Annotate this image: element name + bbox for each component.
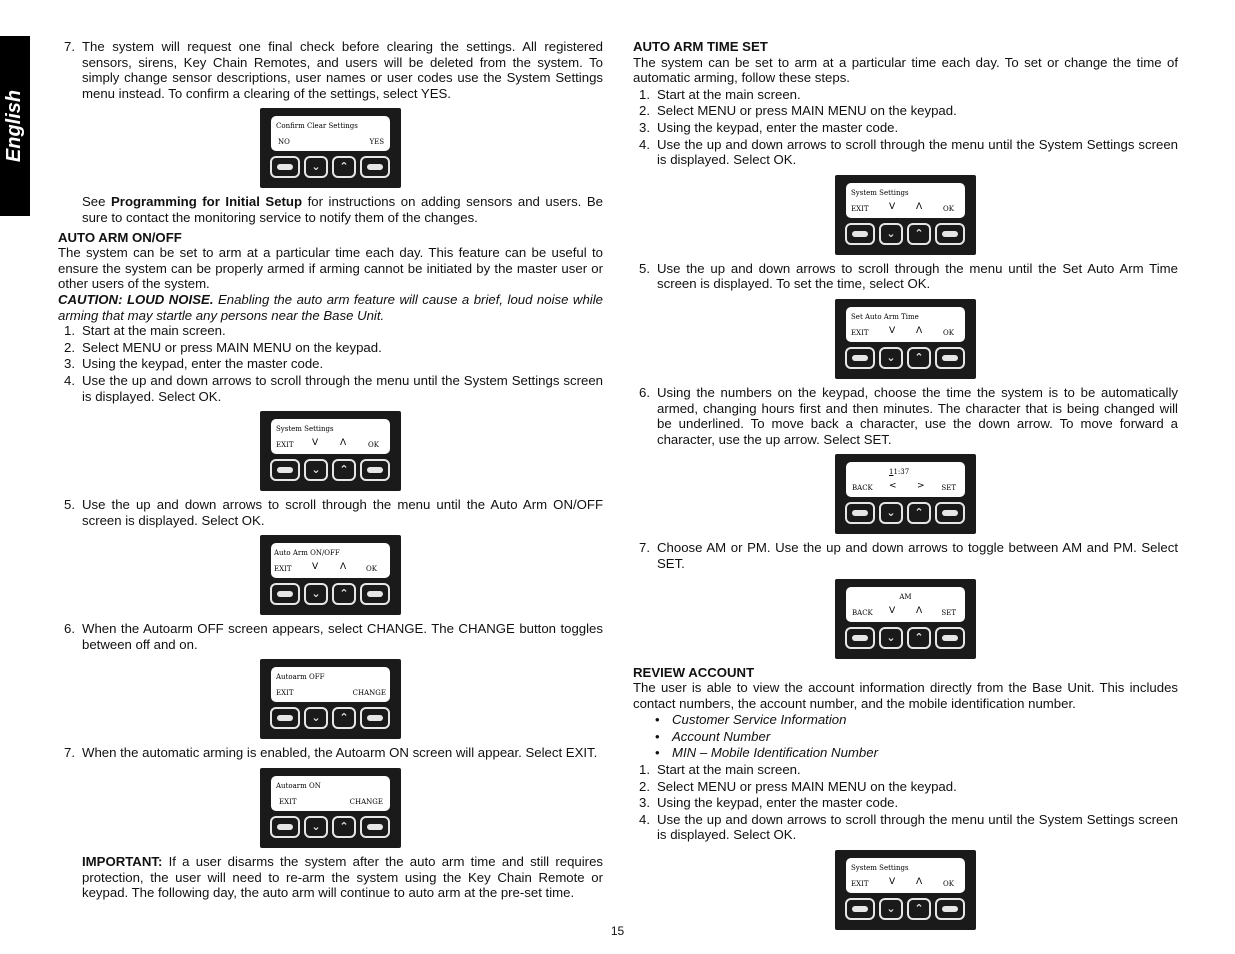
down-arrow-button xyxy=(879,223,903,245)
step-number: 5. xyxy=(64,497,75,513)
heading-auto-arm-time-set: AUTO ARM TIME SET xyxy=(633,39,768,54)
bullet-item: • MIN – Mobile Identification Number xyxy=(655,745,878,761)
step-text: Choose AM or PM. Use the up and down arrows to toggle between AM and PM. Select SET. xyxy=(657,540,1178,571)
left-soft-button xyxy=(845,898,875,920)
chevron-down-icon: ⌄ xyxy=(886,630,896,644)
step-7 xyxy=(633,540,1178,571)
right-soft-button xyxy=(360,459,390,481)
chevron-up-icon: ⌃ xyxy=(914,350,924,364)
step-number: 2. xyxy=(639,778,650,794)
lcd-screen xyxy=(846,858,965,893)
review-step-3 xyxy=(633,795,1178,811)
lcd-down-label: V xyxy=(889,201,896,212)
chevron-up-icon: ⌃ xyxy=(914,902,924,916)
important-label: IMPORTANT: xyxy=(82,854,163,870)
step-text: The system will request one final check before clearing the settings. All registered sensors, sirens, Key Chain Remotes, and users will be deleted from the system. To simply change sensor descriptions, user names or user codes use the System Settings menu instead. To confirm a clearing of the settings, select YES. xyxy=(82,39,603,101)
bullet-item: • Customer Service Information xyxy=(655,712,847,728)
lcd-screen xyxy=(271,543,390,578)
step-4 xyxy=(58,373,603,404)
lcd-line: Confirm Clear Settings xyxy=(276,122,358,131)
up-arrow-button xyxy=(907,898,931,920)
chevron-down-icon: ⌄ xyxy=(886,902,896,916)
lcd-set-auto-arm-time xyxy=(633,299,1178,379)
lcd-up-label: Λ xyxy=(916,605,923,616)
step-4 xyxy=(633,137,1178,168)
step-text: Use the up and down arrows to scroll through the menu until the System Settings screen is displayed. Select OK. xyxy=(657,811,1178,843)
lcd-line: Set Auto Arm Time xyxy=(851,312,919,321)
lcd-left-label: EXIT xyxy=(274,565,292,574)
chevron-up-icon: ⌃ xyxy=(339,587,349,601)
lcd-time-entry xyxy=(633,454,1178,534)
up-arrow-button xyxy=(907,502,931,524)
lcd-down-label: V xyxy=(889,605,896,616)
lcd-up-label: Λ xyxy=(916,201,923,212)
review-step-1 xyxy=(633,762,1178,778)
lcd-down-label: V xyxy=(889,325,896,336)
keypad-display xyxy=(260,411,401,491)
up-arrow-button xyxy=(332,459,356,481)
lcd-screen xyxy=(271,667,390,702)
caution-note xyxy=(58,292,603,323)
step-1 xyxy=(633,87,1178,103)
bullet-text: Account Number xyxy=(672,728,771,744)
chevron-down-icon: ⌄ xyxy=(886,350,896,364)
keypad-display xyxy=(835,850,976,930)
chevron-down-icon: ⌄ xyxy=(311,711,321,725)
chevron-down-icon: ⌄ xyxy=(311,463,321,477)
chevron-up-icon: ⌃ xyxy=(914,506,924,520)
left-soft-button xyxy=(270,459,300,481)
chevron-up-icon: ⌃ xyxy=(339,820,349,834)
review-step-2 xyxy=(633,779,1178,795)
step-2 xyxy=(633,103,1178,119)
step-number: 2. xyxy=(639,103,650,119)
keypad-display xyxy=(835,299,976,379)
step-text: Using the keypad, enter the master code. xyxy=(657,795,899,811)
lcd-line: Auto Arm ON/OFF xyxy=(274,549,340,558)
left-soft-button xyxy=(270,707,300,729)
right-soft-button xyxy=(360,156,390,178)
right-soft-button xyxy=(360,707,390,729)
step-number: 1. xyxy=(64,323,75,339)
lcd-right-label: CHANGE xyxy=(349,798,383,807)
left-soft-button xyxy=(845,627,875,649)
step-6 xyxy=(58,621,603,652)
lcd-right-label: OK xyxy=(943,880,954,889)
step-text: Use the up and down arrows to scroll through the menu until the Auto Arm ON/OFF screen is displayed. Select OK. xyxy=(82,497,603,528)
chevron-down-icon: ⌄ xyxy=(886,226,896,240)
caution-text: Enabling the auto arm feature will cause a brief, loud noise while arming that may startle any persons near the Base Unit. xyxy=(58,291,603,323)
lcd-right-label: OK xyxy=(943,204,954,213)
step-number: 4. xyxy=(639,811,650,827)
right-soft-button xyxy=(935,223,965,245)
chevron-up-icon: ⌃ xyxy=(914,630,924,644)
lcd-right-label: YES xyxy=(369,138,384,147)
lcd-right-label: OK xyxy=(943,328,954,337)
bullet-text: Customer Service Information xyxy=(672,712,847,728)
down-arrow-button xyxy=(879,347,903,369)
step-text: Start at the main screen. xyxy=(657,762,801,778)
step-text: Start at the main screen. xyxy=(657,86,801,102)
heading-auto-arm-on-off: AUTO ARM ON/OFF xyxy=(58,229,182,245)
step-3 xyxy=(58,356,603,372)
step-number: 1. xyxy=(639,762,650,778)
lcd-left-label: EXIT xyxy=(276,441,294,450)
lcd-left-label: NO xyxy=(278,138,290,147)
lcd-screen xyxy=(846,183,965,218)
step-text: Select MENU or press MAIN MENU on the keypad. xyxy=(82,339,382,355)
down-arrow-button xyxy=(304,156,328,178)
step-text: Use the up and down arrows to scroll through the menu until the System Settings screen is displayed. Select OK. xyxy=(82,372,603,404)
lcd-confirm-clear xyxy=(58,108,603,188)
step-number: 1. xyxy=(639,86,650,102)
lcd-left-label: EXIT xyxy=(851,880,869,889)
down-arrow-button xyxy=(879,627,903,649)
lcd-left-label: BACK xyxy=(852,484,873,493)
step-text: Using the numbers on the keypad, choose the time the system is to be automatically armed, changing hours first and then minutes. The character that is being changed will be underlined. To move back a character, use the down arrow. To move forward a character, use the up arrow. Select SET. xyxy=(657,384,1178,447)
left-soft-button xyxy=(270,156,300,178)
up-arrow-button xyxy=(332,583,356,605)
step-text: Use the up and down arrows to scroll through the menu until the Set Auto Arm Time screen is displayed. To set the time, select OK. xyxy=(657,260,1178,292)
lcd-auto-arm xyxy=(58,535,603,615)
lcd-right-label: SET xyxy=(941,608,956,617)
chevron-down-icon: ⌄ xyxy=(886,506,896,520)
lcd-up-label: Λ xyxy=(340,562,347,573)
lcd-screen xyxy=(271,116,390,151)
keypad-display xyxy=(260,108,401,188)
left-column xyxy=(58,39,603,901)
chevron-up-icon: ⌃ xyxy=(339,463,349,477)
left-soft-button xyxy=(845,223,875,245)
step-2 xyxy=(58,340,603,356)
step-number: 7. xyxy=(64,39,75,54)
right-soft-button xyxy=(935,502,965,524)
lcd-right-label: OK xyxy=(368,441,379,450)
up-arrow-button xyxy=(907,347,931,369)
up-arrow-button xyxy=(332,816,356,838)
see-note xyxy=(58,194,603,225)
down-arrow-button xyxy=(879,898,903,920)
lcd-autoarm-on xyxy=(58,768,603,848)
lcd-system-settings xyxy=(633,175,1178,255)
right-column xyxy=(633,39,1178,936)
down-arrow-button xyxy=(879,502,903,524)
step-number: 7. xyxy=(64,745,75,761)
up-arrow-button xyxy=(907,223,931,245)
lcd-line: Autoarm ON xyxy=(276,782,321,791)
keypad-display xyxy=(835,579,976,659)
step-5 xyxy=(58,497,603,528)
step-text: Start at the main screen. xyxy=(82,323,226,339)
down-arrow-button xyxy=(304,707,328,729)
language-tab xyxy=(0,36,30,216)
lcd-screen xyxy=(271,419,390,454)
right-soft-button xyxy=(360,816,390,838)
lcd-right-label: SET xyxy=(941,484,956,493)
lcd-down-label: V xyxy=(312,562,319,573)
intro-paragraph: The system can be set to arm at a particular time each day. To set or change the time of automatic arming, follow these steps. xyxy=(633,54,1178,86)
lcd-system-settings xyxy=(633,850,1178,930)
lcd-autoarm-off xyxy=(58,659,603,739)
see-rest: for instructions on adding sensors and users. Be sure to contact the monitoring service to notify them of the changes. xyxy=(82,194,603,225)
chevron-down-icon: ⌄ xyxy=(311,160,321,174)
step-text: Using the keypad, enter the master code. xyxy=(657,119,899,135)
language-tab-label: English xyxy=(3,89,26,163)
lcd-forward-char-label: > xyxy=(917,481,925,492)
lcd-line: AM xyxy=(899,592,912,601)
lcd-line: System Settings xyxy=(851,864,909,873)
lcd-screen xyxy=(846,587,965,622)
lcd-underlined-digit: 1 xyxy=(889,468,894,477)
up-arrow-button xyxy=(332,156,356,178)
up-arrow-button xyxy=(907,627,931,649)
important-text: If a user disarms the system after the auto arm time and still requires protection, the user will need to re-arm the system using the Key Chain Remote or keypad. The following day, the auto arm will continue to auto arm at the pre-set time. xyxy=(82,854,603,901)
lcd-line: System Settings xyxy=(276,425,334,434)
down-arrow-button xyxy=(304,816,328,838)
step-number: 3. xyxy=(64,356,75,372)
step-text: Select MENU or press MAIN MENU on the keypad. xyxy=(657,778,957,794)
step-7 xyxy=(58,745,603,761)
right-soft-button xyxy=(935,898,965,920)
step-number: 2. xyxy=(64,339,75,355)
lcd-right-label: CHANGE xyxy=(352,689,386,698)
chevron-up-icon: ⌃ xyxy=(339,160,349,174)
keypad-display xyxy=(835,454,976,534)
lcd-left-label: BACK xyxy=(852,608,873,617)
lcd-left-label: EXIT xyxy=(276,689,294,698)
step-7-clear xyxy=(58,39,603,101)
lcd-down-label: V xyxy=(312,438,319,449)
step-text: Select MENU or press MAIN MENU on the keypad. xyxy=(657,103,957,119)
lcd-time-rest: 1:37 xyxy=(893,468,910,477)
chevron-down-icon: ⌄ xyxy=(311,820,321,834)
step-number: 7. xyxy=(639,540,650,556)
lcd-up-label: Λ xyxy=(916,877,923,888)
lcd-left-label: EXIT xyxy=(851,328,869,337)
lcd-down-label: V xyxy=(889,877,896,888)
lcd-left-label: EXIT xyxy=(851,204,869,213)
keypad-display xyxy=(260,659,401,739)
keypad-display xyxy=(260,768,401,848)
step-number: 5. xyxy=(639,260,650,276)
see-prefix: See xyxy=(82,194,112,210)
down-arrow-button xyxy=(304,459,328,481)
step-text: When the Autoarm OFF screen appears, select CHANGE. The CHANGE button toggles between off and on. xyxy=(82,621,603,652)
step-text: When the automatic arming is enabled, the Autoarm ON screen will appear. Select EXIT. xyxy=(82,745,598,761)
left-soft-button xyxy=(845,347,875,369)
bullet-item: • Account Number xyxy=(655,728,771,744)
step-1 xyxy=(58,323,603,339)
right-soft-button xyxy=(360,583,390,605)
bullet-text: MIN – Mobile Identification Number xyxy=(672,745,878,761)
caution-label: CAUTION: LOUD NOISE. xyxy=(58,291,214,307)
lcd-am-pm xyxy=(633,579,1178,659)
right-soft-button xyxy=(935,627,965,649)
chevron-down-icon: ⌄ xyxy=(311,587,321,601)
step-3 xyxy=(633,120,1178,136)
right-soft-button xyxy=(935,347,965,369)
see-bold-ref: Programming for Initial Setup xyxy=(111,194,303,210)
left-soft-button xyxy=(845,502,875,524)
step-number: 6. xyxy=(64,621,75,637)
lcd-back-char-label: < xyxy=(889,481,897,492)
step-text: Use the up and down arrows to scroll through the menu until the System Settings screen is displayed. Select OK. xyxy=(657,136,1178,168)
heading-review-account: REVIEW ACCOUNT xyxy=(633,664,755,680)
step-number: 3. xyxy=(639,795,650,811)
lcd-left-label: EXIT xyxy=(279,798,297,807)
up-arrow-button xyxy=(332,707,356,729)
step-5 xyxy=(633,261,1178,292)
lcd-screen xyxy=(846,307,965,342)
step-6 xyxy=(633,385,1178,447)
left-soft-button xyxy=(270,816,300,838)
down-arrow-button xyxy=(304,583,328,605)
intro-paragraph: The user is able to view the account information directly from the Base Unit. This includes contact numbers, the account number, and the mobile identification number. xyxy=(633,680,1178,711)
step-number: 3. xyxy=(639,119,650,135)
step-number: 6. xyxy=(639,384,650,400)
keypad-display xyxy=(260,535,401,615)
lcd-right-label: OK xyxy=(366,565,377,574)
lcd-line: Autoarm OFF xyxy=(276,673,325,682)
lcd-line: System Settings xyxy=(851,188,909,197)
page-number: 15 xyxy=(610,924,625,938)
lcd-screen xyxy=(271,776,390,811)
lcd-screen xyxy=(846,462,965,497)
step-number: 4. xyxy=(64,372,75,388)
review-step-4 xyxy=(633,812,1178,843)
keypad-display xyxy=(835,175,976,255)
step-text: Using the keypad, enter the master code. xyxy=(82,356,324,372)
lcd-system-settings xyxy=(58,411,603,491)
intro-paragraph: The system can be set to arm at a particular time each day. This feature can be useful to ensure the system can be properly armed if arming cannot be initiated by the master user or other users of the system. xyxy=(58,245,603,292)
lcd-up-label: Λ xyxy=(916,325,923,336)
chevron-up-icon: ⌃ xyxy=(914,226,924,240)
lcd-time-line xyxy=(889,468,909,476)
lcd-up-label: Λ xyxy=(340,438,347,449)
step-number: 4. xyxy=(639,136,650,152)
important-note xyxy=(58,854,603,901)
left-soft-button xyxy=(270,583,300,605)
chevron-up-icon: ⌃ xyxy=(339,711,349,725)
